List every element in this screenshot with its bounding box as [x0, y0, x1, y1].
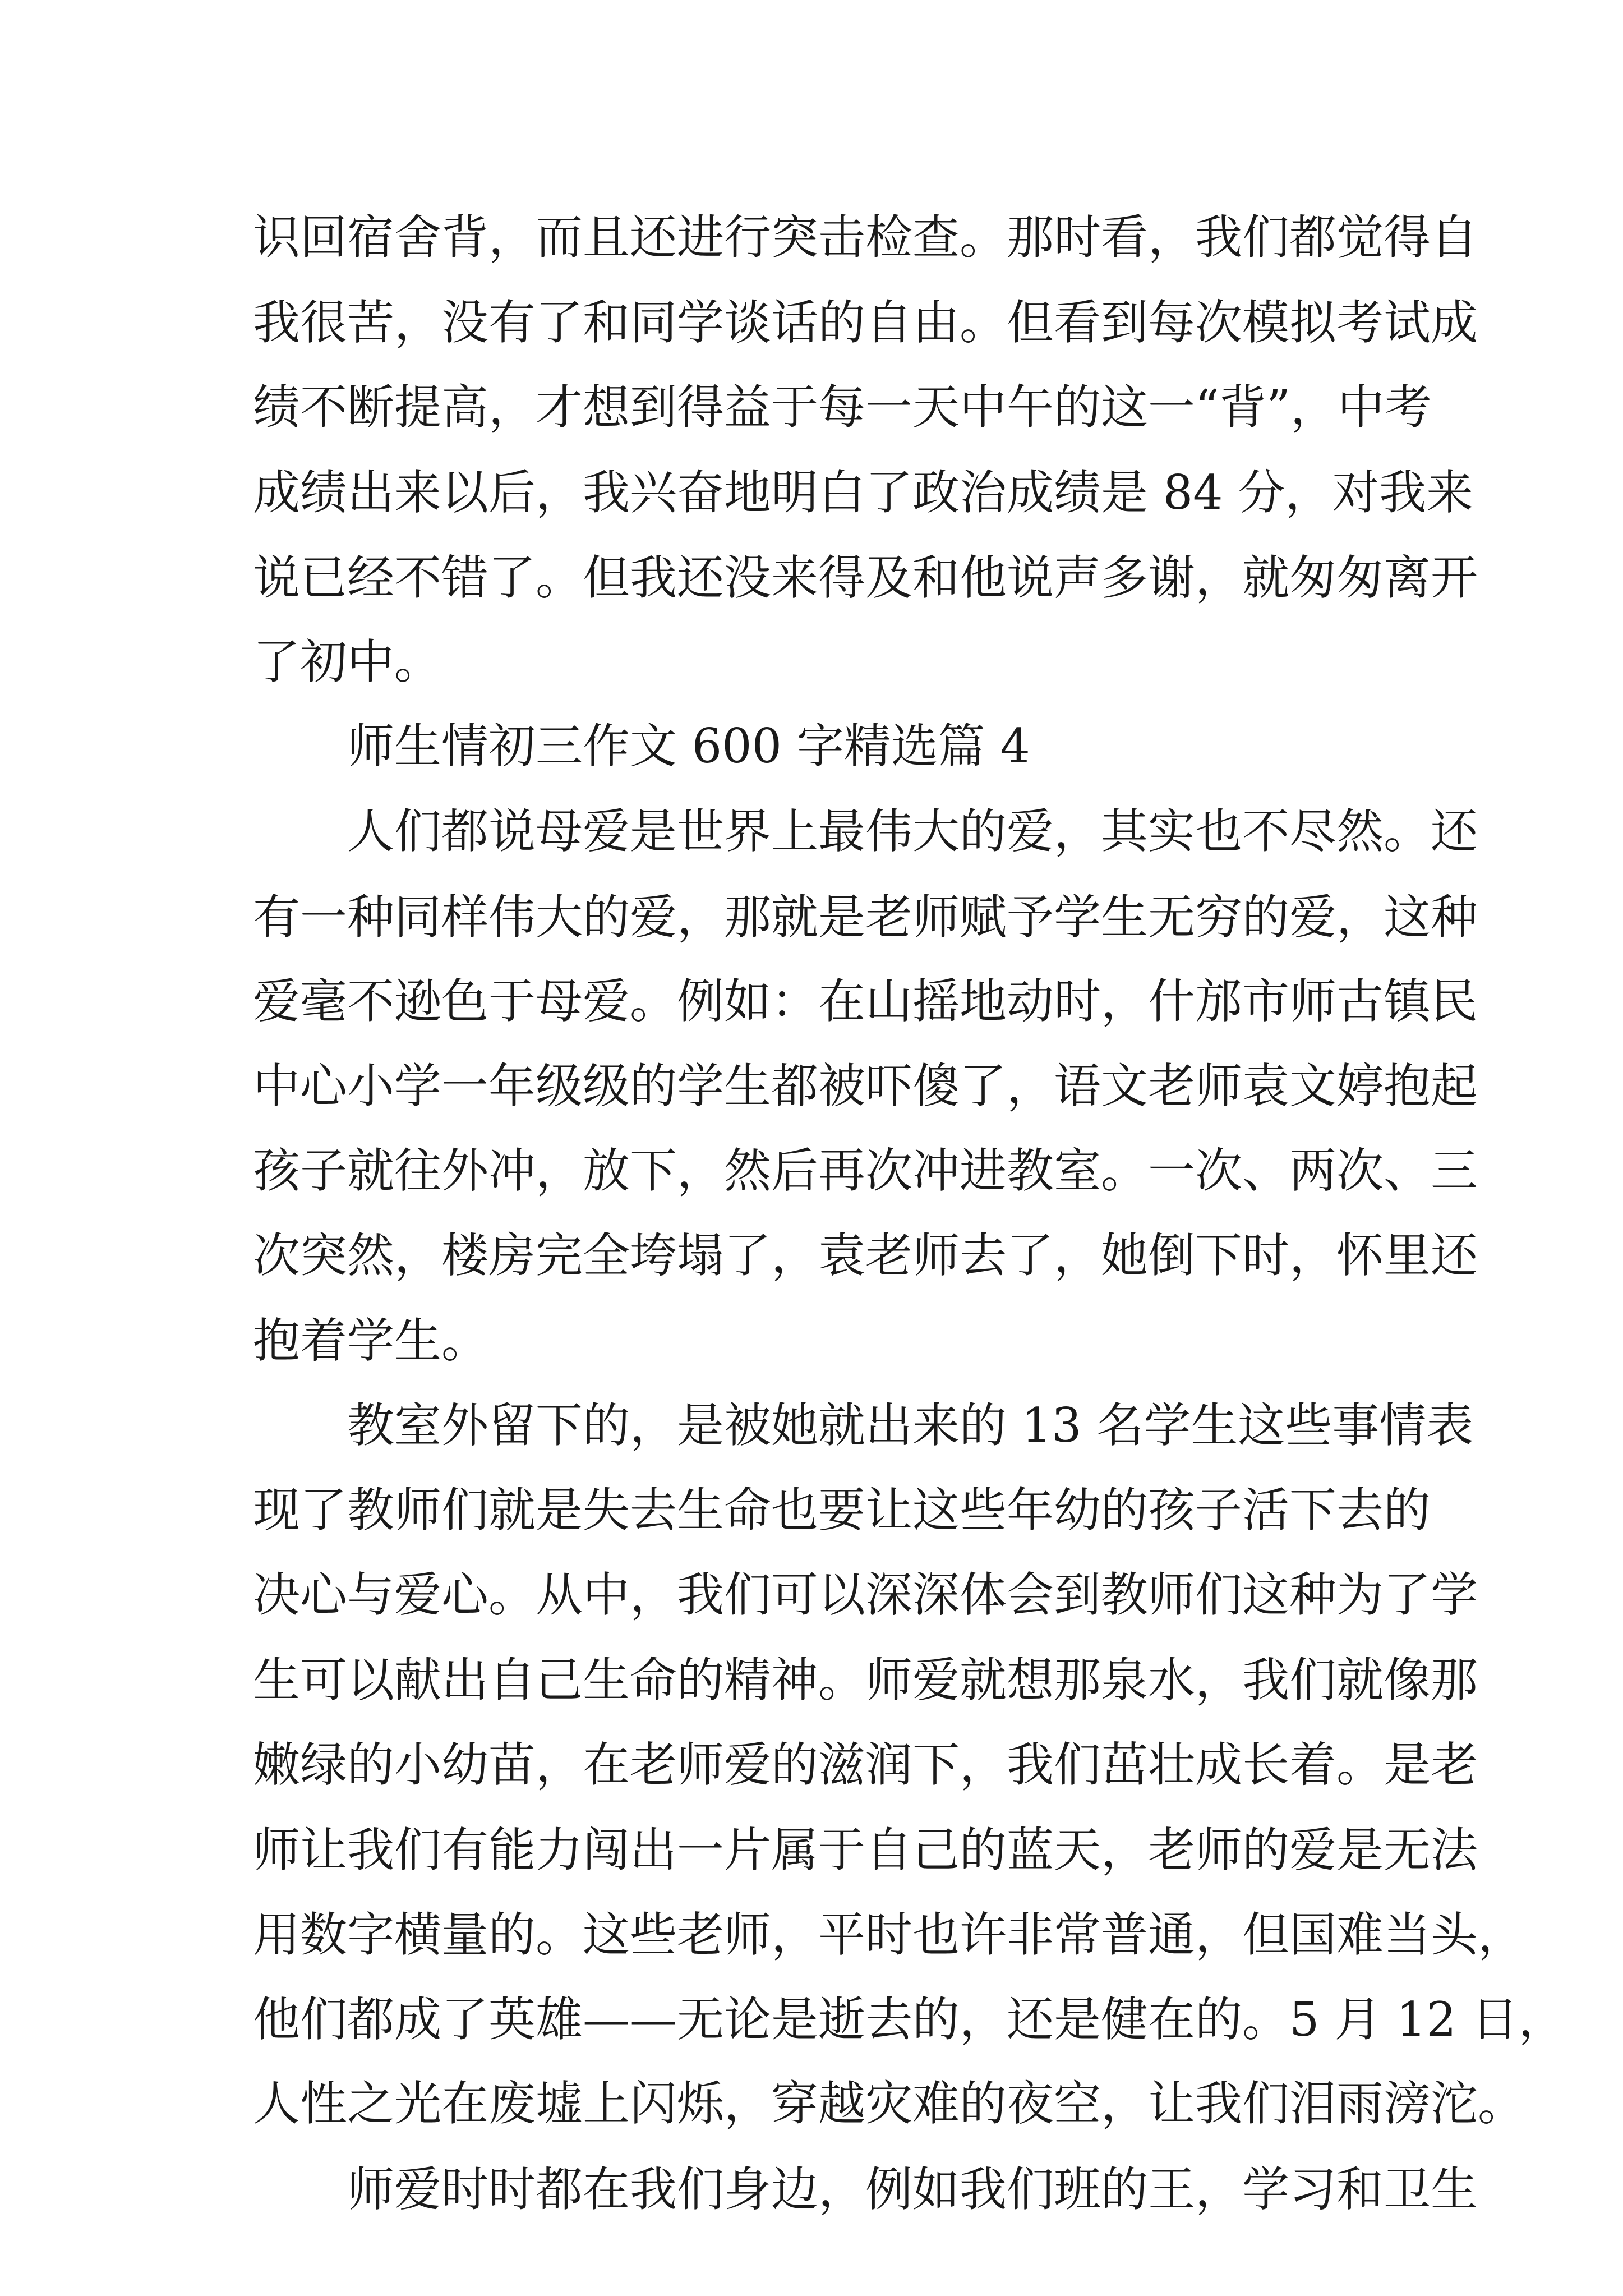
section-heading: 师生情初三作文 600 字精选篇 4 [347, 719, 1030, 774]
text-line: 了初中。 [253, 634, 442, 689]
text-line: 抱着学生。 [253, 1313, 489, 1368]
paragraph-first-line: 师爱时时都在我们身边，例如我们班的王，学习和卫生 [347, 2162, 1478, 2217]
text-line: 爱毫不逊色于母爱。例如：在山摇地动时，什邡市师古镇民 [253, 974, 1478, 1029]
text-line: 中心小学一年级级的学生都被吓傻了，语文老师袁文婷抱起 [253, 1059, 1478, 1114]
text-line: 说已经不错了。但我还没来得及和他说声多谢，就匆匆离开 [253, 550, 1478, 605]
text-line: 次突然，楼房完全垮塌了，袁老师去了，她倒下时，怀里还 [253, 1228, 1478, 1283]
text-line: 他们都成了英雄——无论是逝去的，还是健在的。5 月 12 日， [253, 1992, 1566, 2047]
text-line: 决心与爱心。从中，我们可以深深体会到教师们这种为了学 [253, 1567, 1478, 1622]
text-line: 有一种同样伟大的爱，那就是老师赋予学生无穷的爱，这种 [253, 890, 1478, 945]
text-line: 成绩出来以后，我兴奋地明白了政治成绩是 84 分，对我来 [253, 465, 1474, 520]
text-line: 嫩绿的小幼苗，在老师爱的滋润下，我们茁壮成长着。是老 [253, 1737, 1478, 1792]
text-line: 生可以献出自己生命的精神。师爱就想那泉水，我们就像那 [253, 1653, 1478, 1708]
paragraph-first-line: 人们都说母爱是世界上最伟大的爱，其实也不尽然。还 [347, 804, 1478, 859]
text-line: 识回宿舍背，而且还进行突击检查。那时看，我们都觉得自 [253, 210, 1478, 265]
text-line: 孩子就往外冲，放下，然后再次冲进教室。一次、两次、三 [253, 1143, 1478, 1198]
paragraph-first-line: 教室外留下的，是被她就出来的 13 名学生这些事情表 [347, 1398, 1474, 1453]
text-line: 现了教师们就是失去生命也要让这些年幼的孩子活下去的 [253, 1483, 1431, 1538]
text-line: 人性之光在废墟上闪烁，穿越灾难的夜空，让我们泪雨滂沱。 [253, 2076, 1525, 2131]
text-line: 我很苦，没有了和同学谈话的自由。但看到每次模拟考试成 [253, 295, 1478, 350]
text-line: 用数字横量的。这些老师，平时也许非常普通，但国难当头， [253, 1907, 1525, 1962]
text-line: 绩不断提高，才想到得益于每一天中午的这一“背”，中考 [253, 380, 1432, 435]
text-line: 师让我们有能力闯出一片属于自己的蓝天，老师的爱是无法 [253, 1823, 1478, 1878]
